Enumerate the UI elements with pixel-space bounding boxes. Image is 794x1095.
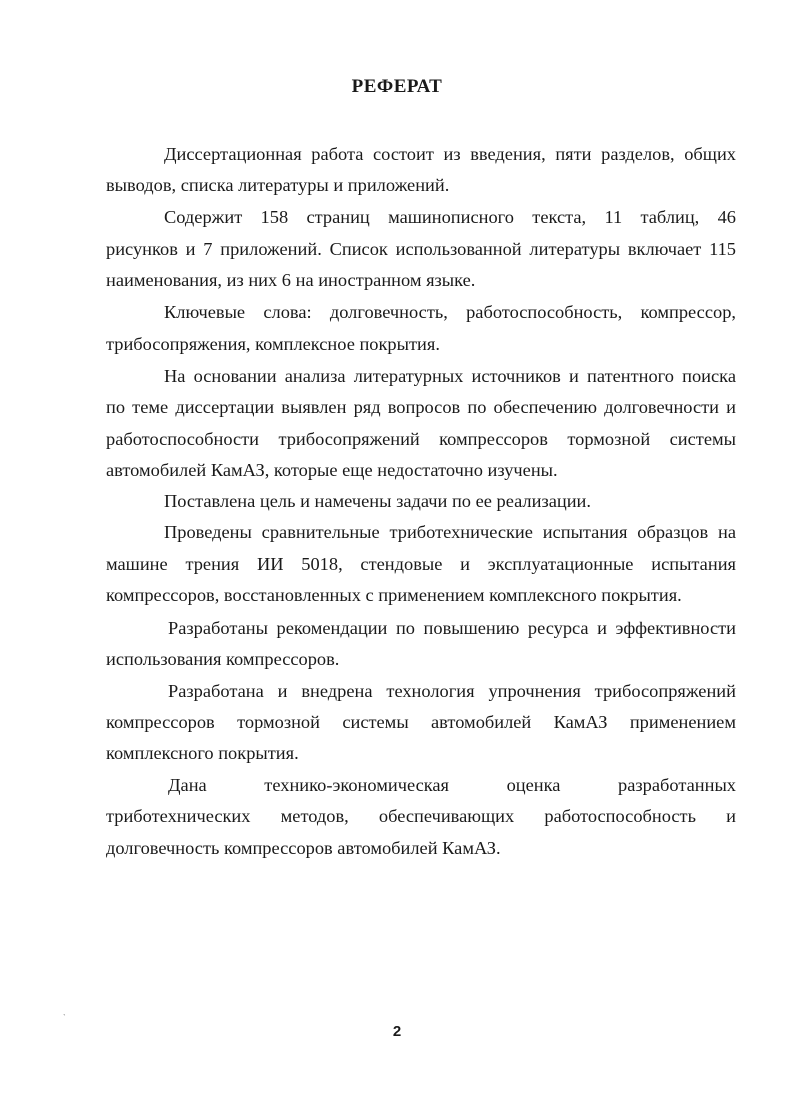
text-line: Разработаны рекомендации по повышению ресурса и эффективности [168,618,736,638]
text-line: На основании анализа литературных источников и патентного поиска [164,366,736,386]
text-line: Дана технико-экономическая оценка разработанных [168,775,736,795]
text-line: Поставлена цель и намечены задачи по ее реализации. [164,491,591,511]
text-line: по теме диссертации выявлен ряд вопросов по обеспечению долговечности и [106,397,736,417]
text-line: работоспособности трибосопряжений компрессоров тормозной системы [106,429,736,449]
text-line: компрессоров, восстановленных с применением комплексного покрытия. [106,585,682,605]
text-line: Разработана и внедрена технология упрочнения трибосопряжений [168,681,736,701]
text-line: использования компрессоров. [106,649,340,669]
page-number: 2 [392,1023,402,1040]
text-line: Ключевые слова: долговечность, работоспособность, компрессор, [164,302,736,322]
text-line: Диссертационная работа состоит из введения, пяти разделов, общих [164,144,736,164]
text-line: наименования, из них 6 на иностранном языке. [106,270,476,290]
text-line: триботехнических методов, обеспечивающих работоспособность и [106,806,736,826]
page-title: РЕФЕРАТ [351,76,443,97]
text-line: долговечность компрессоров автомобилей КамАЗ. [106,838,501,858]
text-line: компрессоров тормозной системы автомобилей КамАЗ применением [106,712,736,732]
text-line: трибосопряжения, комплексное покрытия. [106,334,440,354]
margin-mark: ˋ [63,1013,66,1022]
text-line: рисунков и 7 приложений. Список использованной литературы включает 115 [106,239,736,259]
text-line: выводов, списка литературы и приложений. [106,175,450,195]
text-line: Содержит 158 страниц машинописного текста, 11 таблиц, 46 [164,207,736,227]
text-line: комплексного покрытия. [106,743,299,763]
text-line: автомобилей КамАЗ, которые еще недостаточно изучены. [106,460,558,480]
text-line: Проведены сравнительные триботехнические испытания образцов на [164,522,736,542]
text-line: машине трения ИИ 5018, стендовые и эксплуатационные испытания [106,554,736,574]
